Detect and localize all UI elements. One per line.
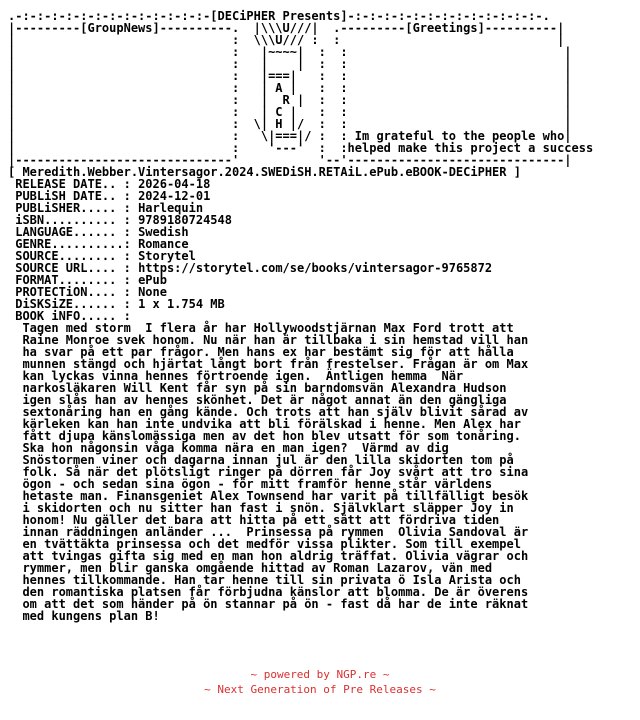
powered-by-text — [0, 668, 640, 681]
nfo-banner-line: | : | | : : | — [8, 57, 572, 71]
release-field-value: None — [138, 285, 167, 299]
release-field-label: PUBLiSH DATE.. : — [8, 189, 131, 203]
nfo-banner-line: |---------[GroupNews]----------. |\\\U///| .---------[Greetings]----------| — [8, 21, 565, 35]
book-info-line: fått djupa känslomässiga men av det hon blev utsatt för som tonåring. — [8, 429, 521, 443]
release-field-label: SOURCE URL.... : — [8, 261, 131, 275]
nfo-title-line: .-:-:-:-:-:-:-:-:-:-:-:-:-:-[DECiPHER Presents]-:-:-:-:-:-:-:-:-:-:-:-:-:-. — [8, 9, 550, 23]
book-info-line: Tagen med storm I flera år har Hollywoodstjärnan Max Ford trott att — [8, 321, 514, 335]
book-info-line: sextonåring han en gång kände. Och trots att han själv blivit sårad av — [8, 405, 529, 419]
book-info-line: en tvättäkta prinsessa och det medför vissa plikter. Som till exempel — [8, 537, 521, 551]
nfo-banner-line: | : | C | : : | — [8, 105, 572, 119]
release-field-value: https://storytel.com/se/books/vintersagor-9765872 — [138, 261, 493, 275]
release-field-label: DiSKSiZE...... : — [8, 297, 131, 311]
book-info-line: hetaste man. Finansgeniet Alex Townsend har varit på tillfälligt besök — [8, 489, 529, 503]
release-field-label: GENRE..........: — [8, 237, 131, 251]
nfo-banner-line: | : | R | : : | — [8, 93, 572, 107]
book-info-line: i skidorten och nu sitter han fast i snön. Självklart släpper Joy in — [8, 501, 514, 515]
book-info-line: Raine Monroe svek honom. Nu när han är tillbaka i sin hemstad vill han — [8, 333, 529, 347]
book-info-line: kan lyckas vinna hennes förtroende igen. Äntligen hemma När — [8, 369, 464, 383]
book-info-line: ögon - och sedan sina ögon - för mitt framför henne står världens — [8, 477, 493, 491]
release-field-value: Storytel — [138, 249, 196, 263]
release-field-label: BOOK iNFO..... : — [8, 309, 131, 323]
release-field-value: 2026-04-18 — [138, 177, 211, 191]
book-info-line: honom! Nu gäller det bara att hitta på ett sätt att fördriva tiden — [8, 513, 500, 527]
release-field-label: RELEASE DATE.. : — [8, 177, 131, 191]
nfo-banner-line: | : '---' : :helped make this project a success — [8, 141, 594, 155]
book-info-line: Snöstormen viner och dagarna innan jul är den lilla skidorten tom på — [8, 453, 514, 467]
book-info-line: att tvingas gifta sig med en man hon aldrig träffat. Olivia vägrar och — [8, 549, 529, 563]
nfo-banner-line: | : |===| : : | — [8, 69, 572, 83]
ngp-link[interactable]: ~ powered by NGP.re ~ — [250, 668, 390, 681]
book-info-line: hennes tillkommande. Han tar henne till sin privata ö Isla Arista och — [8, 573, 521, 587]
release-field-label: FORMAT........ : — [8, 273, 131, 287]
book-info-line: innan räddningen anländer ... Prinsessa på rymmen Olivia Sandoval är — [8, 525, 529, 539]
book-info-line: folk. Så när det plötsligt ringer på dörren får Joy svårt att tro sina — [8, 465, 529, 479]
nfo-banner-line: | : \\\U/// : : | — [8, 33, 565, 47]
footer-tagline: ~ Next Generation of Pre Releases ~ — [204, 683, 436, 696]
release-field-value: 9789180724548 — [138, 213, 232, 227]
book-info-line: ha svar på ett par frågor. Men hans ex har bestämt sig för att hålla — [8, 345, 514, 359]
book-info-line: rymmer, men blir ganska omgående hittad av Roman Lazarov, vän med — [8, 561, 493, 575]
book-info-line: kärleken kan han inte undvika att bli förälskad i henne. Men Alex har — [8, 417, 521, 431]
book-info-line: med kungens plan B! — [8, 609, 160, 623]
release-field-label: PUBLiSHER..... : — [8, 201, 131, 215]
nfo-banner-line: |------------------------------' '--'------------------------------| — [8, 153, 572, 167]
release-field-label: LANGUAGE...... : — [8, 225, 131, 239]
book-info-line: narkosläkaren Will Kent får syn på sin barndomsvän Alexandra Hudson — [8, 381, 507, 395]
release-field-value: Swedish — [138, 225, 189, 239]
release-field-value: ePub — [138, 273, 167, 287]
nfo-banner-line: | : | A | : : | — [8, 81, 572, 95]
book-info-line: den romantiska platsen får förbjudna känslor att blomma. De är överens — [8, 585, 529, 599]
release-field-label: SOURCE........ : — [8, 249, 131, 263]
nfo-banner-line: | : |~~~~| : : | — [8, 45, 572, 59]
release-field-value: Romance — [138, 237, 189, 251]
book-info-line: Ska hon någonsin våga komma nära en man igen? Värmd av dig — [8, 441, 449, 455]
book-info-line: om att det som händer på ön stannar på ön - fast då har de inte räknat — [8, 597, 529, 611]
release-field-value: 2024-12-01 — [138, 189, 211, 203]
nfo-banner-line: | : \|===|/ : : Im grateful to the people who| — [8, 129, 572, 143]
release-field-label: iSBN.......... : — [8, 213, 131, 227]
book-info-line: igen slås han av hennes skönhet. Det är något annat än den gängliga — [8, 393, 507, 407]
release-field-value: 1 x 1.754 MB — [138, 297, 225, 311]
release-field-label: PROTECTiON.... : — [8, 285, 131, 299]
book-info-line: munnen stängd och hjärtat långt bort från frestelser. Frågan är om Max — [8, 357, 529, 371]
nfo-text — [8, 10, 636, 622]
release-field-value: Harlequin — [138, 201, 204, 215]
nfo-banner-line: | : \| H |/ : : | — [8, 117, 572, 131]
release-name-line: [ Meredith.Webber.Vintersagor.2024.SWEDiSH.RETAiL.ePub.eBOOK-DECiPHER ] — [8, 165, 521, 179]
